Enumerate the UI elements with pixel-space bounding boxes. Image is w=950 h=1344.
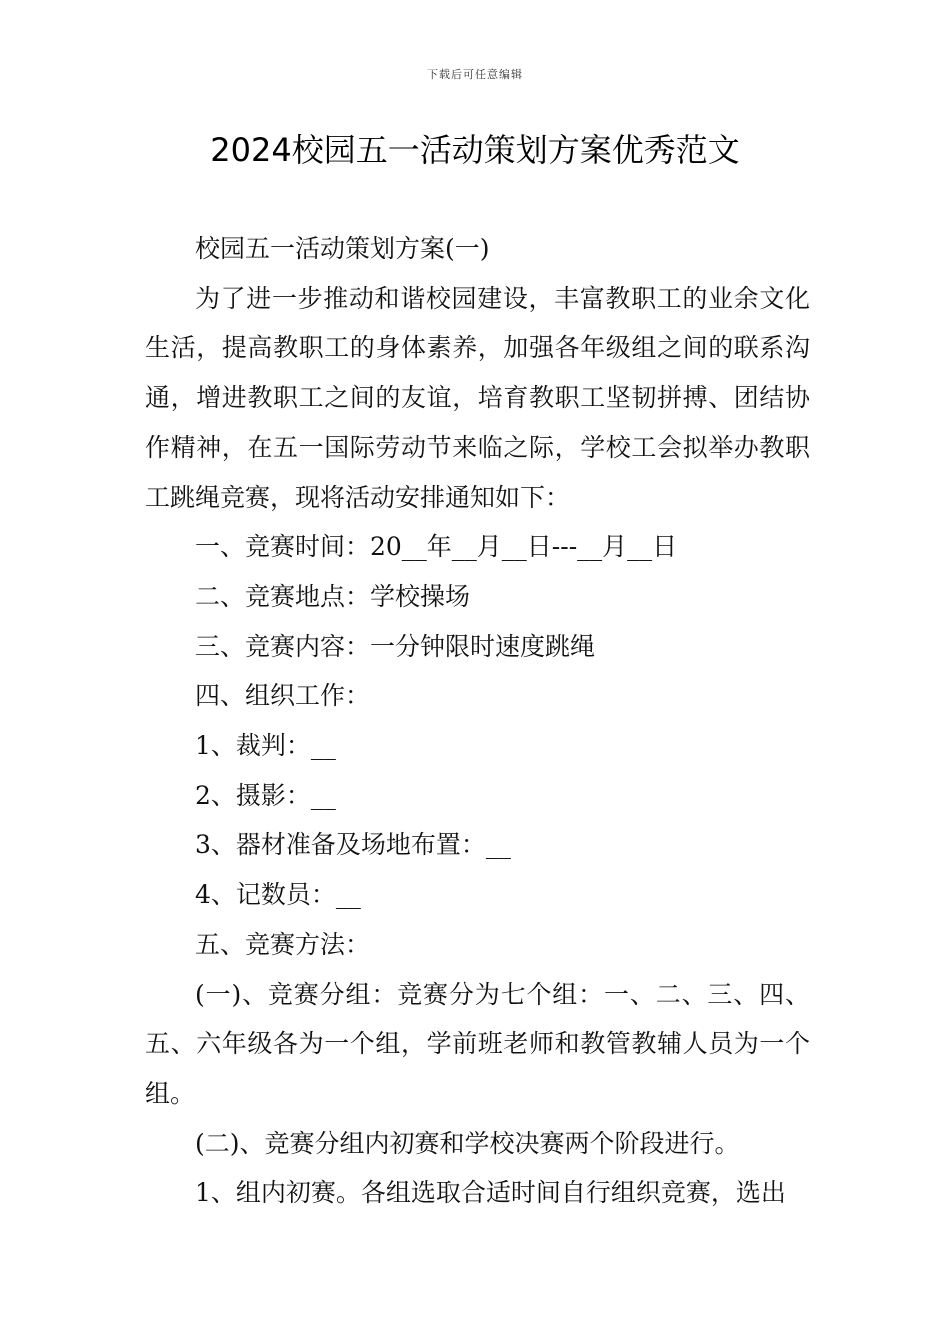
organization-heading: 四、组织工作： xyxy=(195,681,371,711)
method-grouping: (一)、竞赛分组：竞赛分为七个组：一、二、三、四、五、六年级各为一个组，学前班老师和教管教辅人员为一个组。 xyxy=(145,979,810,1108)
method-preliminary: 1、组内初赛。各组选取合适时间自行组织竞赛，选出 xyxy=(195,1178,786,1208)
org-item-counter: 4、记数员：__ xyxy=(195,880,361,910)
org-item-referee: 1、裁判：__ xyxy=(195,731,336,761)
competition-time: 一、竞赛时间：20__年__月__日---__月__日 xyxy=(195,532,678,562)
document-title: 2024校园五一活动策划方案优秀范文 xyxy=(210,131,740,169)
document-body xyxy=(145,224,810,1218)
method-stages: (二)、竞赛分组内初赛和学校决赛两个阶段进行。 xyxy=(195,1128,740,1158)
competition-location: 二、竞赛地点：学校操场 xyxy=(195,581,471,611)
org-item-photography: 2、摄影：__ xyxy=(195,780,336,810)
header-note: 下载后可任意编辑 xyxy=(427,68,523,81)
section-heading: 校园五一活动策划方案(一) xyxy=(195,234,490,263)
intro-paragraph: 为了进一步推动和谐校园建设，丰富教职工的业余文化生活，提高教职工的身体素养，加强各年级组之间的联系沟通，增进教职工之间的友谊，培育教职工坚韧拼搏、团结协作精神，在五一国际劳动节来临之际，学校工会拟举办教职工跳绳竞赛，现将活动安排通知如下： xyxy=(145,283,810,512)
method-heading: 五、竞赛方法： xyxy=(195,929,371,959)
org-item-equipment: 3、器材准备及场地布置：__ xyxy=(195,830,511,860)
competition-content: 三、竞赛内容：一分钟限时速度跳绳 xyxy=(195,631,596,661)
